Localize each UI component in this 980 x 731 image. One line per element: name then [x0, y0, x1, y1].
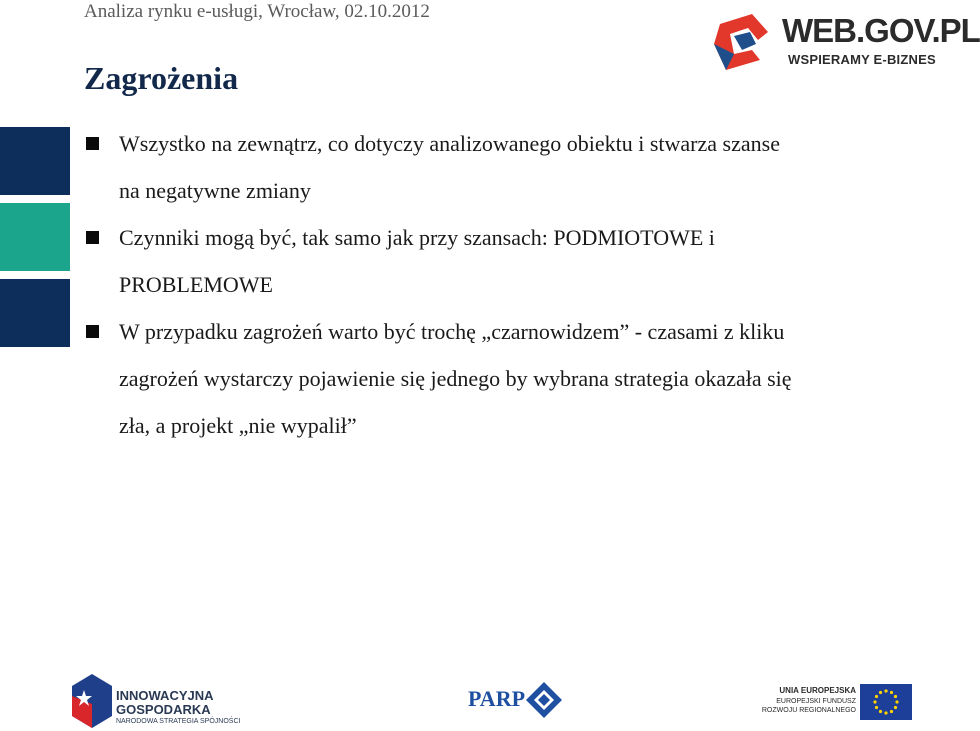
bullet-line: na negatywne zmiany — [119, 178, 311, 203]
square-bullet-icon — [86, 325, 99, 338]
ue-line1: UNIA EUROPEJSKA — [779, 686, 856, 695]
innowacyjna-line2: GOSPODARKA — [116, 702, 211, 717]
webgovpl-logo — [712, 8, 980, 78]
parp-name: PARP — [468, 686, 526, 711]
webgovpl-logo-icon — [712, 10, 776, 74]
side-block-navy-bottom — [0, 279, 70, 347]
innowacyjna-gospodarka-logo — [72, 674, 242, 728]
bullet-line: PROBLEMOWE — [119, 272, 273, 297]
side-block-navy-top — [0, 127, 70, 195]
side-decoration — [0, 127, 70, 355]
innowacyjna-line3: NARODOWA STRATEGIA SPÓJNOŚCI — [116, 718, 241, 725]
bullet-item — [86, 120, 926, 214]
side-block-teal — [0, 203, 70, 271]
eu-logo — [761, 684, 912, 724]
ue-line3: ROZWOJU REGIONALNEGO — [761, 707, 856, 714]
parp-logo-icon — [526, 682, 562, 718]
slide-title: Zagrożenia — [84, 60, 239, 96]
eu-flag-icon — [860, 684, 912, 720]
ue-line2: EUROPEJSKI FUNDUSZ — [776, 698, 856, 705]
square-bullet-icon — [86, 137, 99, 150]
bullet-line: Wszystko na zewnątrz, co dotyczy analizowanego obiektu i stwarza szanse — [119, 131, 780, 156]
bullet-line: zagrożeń wystarczy pojawienie się jednego by wybrana strategia okazała się — [119, 366, 792, 391]
bullet-item — [86, 308, 926, 449]
innowacyjna-line1: INNOWACYJNA — [116, 688, 214, 703]
bullet-line: Czynniki mogą być, tak samo jak przy szansach: PODMIOTOWE i — [119, 225, 715, 250]
bullet-line: zła, a projekt „nie wypalił” — [119, 413, 357, 438]
webgovpl-name: WEB.GOV.PL — [782, 12, 980, 49]
bullet-list — [86, 120, 926, 449]
parp-logo — [468, 682, 568, 722]
bullet-line: W przypadku zagrożeń warto być trochę „czarnowidzem” - czasami z kliku — [119, 319, 785, 344]
bullet-item — [86, 214, 926, 308]
header-caption: Analiza rynku e-usługi, Wrocław, 02.10.2012 — [84, 1, 430, 22]
innowacyjna-gospodarka-logo-icon — [72, 674, 112, 728]
square-bullet-icon — [86, 231, 99, 244]
webgovpl-tagline: WSPIERAMY E-BIZNES — [788, 52, 936, 67]
